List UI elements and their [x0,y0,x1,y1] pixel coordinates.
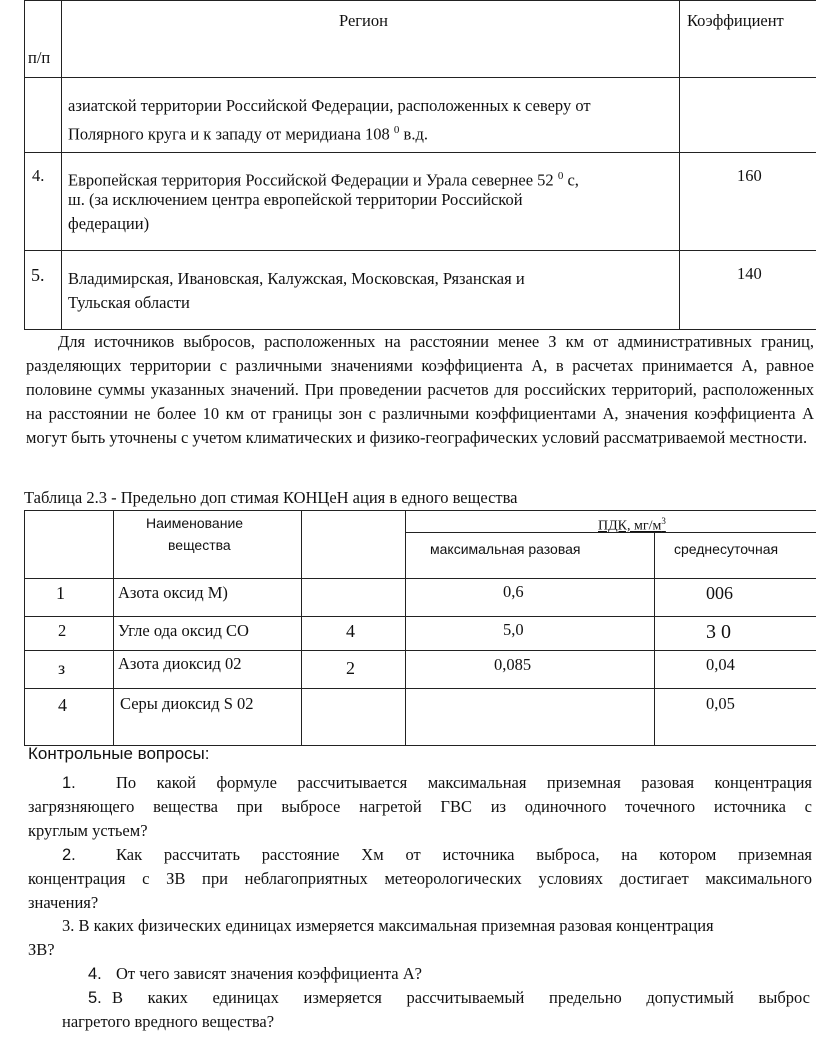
region-text: Европейская территория Российской Федерации и Урала севернее 52 $^0$ с, [68,170,579,190]
header-coefficient: Коэффициент [687,11,784,30]
extra-value: 4 [346,621,355,641]
question-text: загрязняющего вещества при выбросе нагретой ГВС из одиночного точечного источника с [28,797,812,816]
question-text: значения? [28,893,99,912]
question-text: Как рассчитать расстояние Хм от источника выброса, на котором приземная [116,845,812,864]
row-number: 5. [31,265,45,285]
region-text: Владимирская, Ивановская, Калужская, Московская, Рязанская и [68,269,525,288]
region-text: федерации) [68,214,150,233]
region-coefficient-table [24,0,816,330]
extra-value: 2 [346,658,355,678]
region-text: Полярного круга и к западу от меридиана 108 $^0$ в.д. [68,124,428,144]
row-number: з [58,658,66,678]
header-avg: среднесуточная [674,541,779,557]
question-text: По какой формуле рассчитывается максимальная приземная разовая концентрация [116,773,812,792]
header-max: максимальная разовая [430,541,581,557]
substance-name: Азота оксид М) [118,583,228,602]
avg-value: 3 0 [706,621,731,643]
header-name: вещества [168,537,231,553]
question-text: концентрация с ЗВ при неблагоприятных метеорологических условиях достигает максимального [28,869,812,888]
question-number: 1. [62,774,76,792]
row-number: 1 [56,583,65,603]
question-text: нагретого вредного вещества? [62,1012,275,1031]
row-number: 4 [58,695,67,715]
pdk-table [24,510,816,746]
avg-value: 0,05 [706,694,735,713]
substance-name: Азота диоксид 02 [118,654,242,673]
coefficient-value: 160 [737,166,762,185]
question-number: 5. [88,989,102,1007]
max-value: 0,6 [503,582,524,601]
header-name: Наименование [146,515,244,531]
question-text: 3. В каких физических единицах измеряется максимальная приземная разовая концентрация [62,916,714,935]
avg-value: 0,04 [706,655,735,674]
question-text: ЗВ? [28,940,55,959]
row-number: 4. [32,166,45,185]
header-pdk: ПДК, $мг/м^3$ [598,516,666,534]
max-value: 0,085 [494,655,532,674]
header-region: Регион [339,11,388,30]
question-number: 2. [62,846,76,864]
substance-name: Угле ода оксид СО [118,621,249,640]
max-value: 5,0 [503,620,524,639]
body-paragraph: Для источников выбросов, расположенных на расстоянии менее З км от административных границ, разделяющих территории с различными значениями коэффициента А, в расчетах принимается А, равное половине суммы указанных значений. При проведении расчетов для российских территорий, расположенных на расстоянии не более 10 км от границы зон с различными коэффициентами А, значения коэффициента А могут быть уточнены с учетом климатических и физико-географических условий рассматриваемой местности. [26,332,814,447]
substance-name: Серы диоксид S 02 [120,694,254,713]
region-text: ш. (за исключением центра европейской территории Российской [68,190,523,209]
question-text: круглым устьем? [28,821,148,840]
question-number: 4. [88,965,102,983]
coefficient-value: 140 [737,264,762,283]
table-caption: Таблица 2.3 - Предельно доп стимая КОНЦеН ация в едного вещества [24,488,518,507]
row-number: 2 [58,621,67,640]
avg-value: 006 [706,583,733,603]
question-text: В каких единицах измеряется рассчитываемый предельно допустимый выброс [112,988,810,1007]
header-num: п/п [28,48,51,67]
region-text: азиатской территории Российской Федерации, расположенных к северу от [68,96,591,115]
questions-title: Контрольные вопросы: [28,744,210,763]
question-text: От чего зависят значения коэффициента А? [116,964,422,983]
region-text: Тульская области [68,293,190,312]
